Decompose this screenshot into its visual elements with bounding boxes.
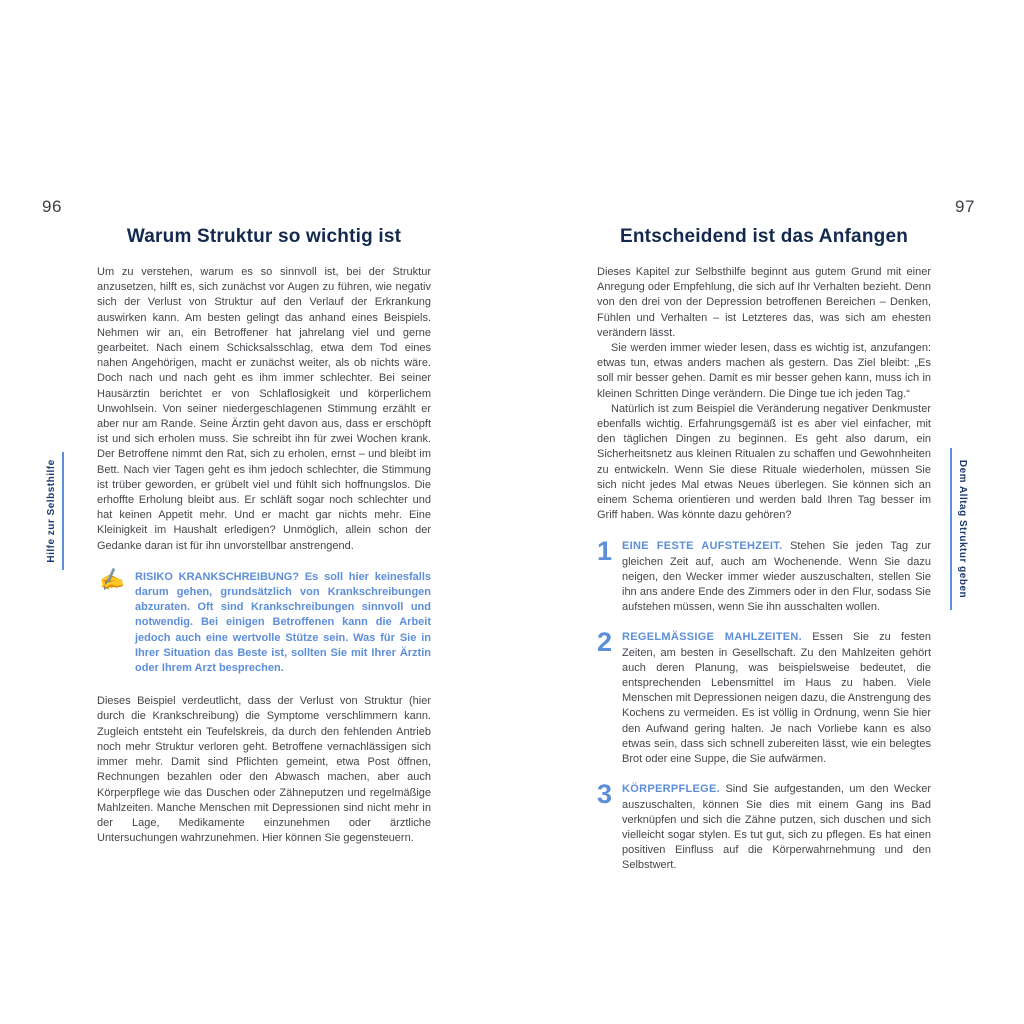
- tip-box: [96, 566, 431, 676]
- tip-heading: RISIKO KRANKSCHREIBUNG?: [135, 570, 300, 583]
- step-text: [622, 630, 931, 767]
- right-page-title: Entscheidend ist das Anfangen: [619, 226, 909, 247]
- step-text: [622, 782, 931, 873]
- step-number: 2: [597, 627, 613, 658]
- step-body: Stehen Sie jeden Tag zur gleichen Zeit auf, auch am Wochenende. Wenn Sie dazu neigen, den Wecker immer wieder auszuschalten, stellen Sie ihn ans andere Ende des Zimmers oder in den Flur, sodass Sie aufstehen müssen, wenn Sie ihn ausschalten wollen.: [622, 540, 932, 614]
- paragraph: Natürlich ist zum Beispiel die Veränderung negativer Denkmuster ebenfalls wichtig. Erfahrungsgemäß ist es aber viel einfacher, mit den täglichen Dingen zu beginnen. Es geht also darum, ein Sicherheitsnetz aus kleinen Ritualen zu schaffen und Gewohnheiten zu entwickeln. Wenn Sie diese Rituale wiederholen, müssen Sie sich nicht jedes Mal etwas Neues überlegen. Sie können sich an einem Schema orientieren und werden bald Ihren Tag besser im Griff haben. Was könnte dazu gehören?: [597, 402, 931, 522]
- step-heading: EINE FESTE AUFSTEHZEIT.: [622, 540, 783, 553]
- step-body: Essen Sie zu festen Zeiten, am besten in Gesellschaft. Zu den Mahlzeiten gehört auch deren Planung, was beispielsweise bedeutet, die entsprechenden Lebensmittel im Haus zu haben. Viele Menschen mit Depressionen neigen dazu, die Anstrengung des Kochens zu vermeiden. Es ist völlig in Ordnung, wenn Sie hier den Aufwand gering halten. Je nach Vorliebe kann es also etwas sein, dass sich schnell zubereiten lässt, wie ein belegtes Brot oder eine Suppe, die Sie aufwärmen.: [622, 631, 931, 766]
- steps-list: [597, 536, 932, 873]
- left-page-title: Warum Struktur so wichtig ist: [126, 226, 402, 247]
- step-number: 3: [597, 779, 613, 810]
- paragraph: Sie werden immer wieder lesen, dass es wichtig ist, anzufangen: etwas tun, etwas anders machen als gestern. Das Ziel bleibt: „Es soll mir besser gehen. Damit es mir besser gehen kann, muss ich in kleinen Schritten Dinge verändern. Die Dinge tue ich jeden Tag.“: [597, 342, 931, 400]
- writing-hand-icon: ✍: [96, 566, 126, 594]
- page-number-right: 97: [955, 197, 975, 216]
- right-page-column: [597, 226, 931, 874]
- step-body: Sind Sie aufgestanden, um den Wecker auszuschalten, können Sie dies mit einem Gang ins Bad verknüpfen und sich die Zähne putzen, sich duschen und sich vielleicht sogar stylen. Es tut gut, sich zu pflegen. Es hat einen positiven Einfluss auf die Körperwahrnehmung und den Selbstwert.: [622, 783, 931, 872]
- step-heading: REGELMÄSSIGE MAHLZEITEN.: [622, 631, 802, 644]
- paragraph: Dieses Kapitel zur Selbsthilfe beginnt aus gutem Grund mit einer Anregung oder Empfehlung, die sich auf Ihr Verhalten bezieht. Denn von den drei von der Depression betroffenen Bereichen – Denken, Fühlen und Verhalten – ist Letzteres das, was sich am ehesten verändern lässt.: [597, 266, 931, 339]
- step-number: 1: [597, 536, 613, 567]
- intro-paragraph: Um zu verstehen, warum es so sinnvoll ist, bei der Struktur anzusetzen, hilft es, sich zunächst vor Augen zu führen, wie negativ sich der Verlust von Struktur auf den Verlauf der Erkrankung auswirken kann. Am besten gelingt das anhand eines Beispiels. Nehmen wir an, ein Betroffener hat jahrelang viel und gerne gearbeitet. Nach einem Schicksalsschlag, etwa dem Tod eines nahen Angehörigen, macht er zunächst weiter, als ob nichts wäre. Doch nach und nach geht es ihm immer schlechter. Bei seiner Hausärztin berichtet er von Schlaflosigkeit und körperlichem Unwohlsein. Von seiner niedergeschlagenen Stimmung erzählt er aber nur am Rande. Seine Ärztin geht davon aus, dass er erschöpft ist und sich erholen muss. Sie schreibt ihn für zwei Wochen krank. Der Betroffene nimmt den Rat, sich zu erholen, ernst – und bleibt im Bett. Nach vier Tagen geht es ihm jedoch schlechter, die Stimmung ist trüber geworden, er grübelt viel und fühlt sich hoffnungslos. Die erhoffte Erholung bleibt aus. Er schläft sogar noch schlechter und hat keinen Appetit mehr. Und er macht gar nichts mehr. Eine Kleinigkeit im Haushalt erledigen? Unmöglich, allein schon der Gedanke daran ist für ihn unvorstellbar anstrengend.: [97, 266, 431, 552]
- step-item-3: [597, 779, 931, 873]
- closing-paragraph: Dieses Beispiel verdeutlicht, dass der Verlust von Struktur (hier durch die Krankschreibung) die Symptome verschlimmern kann. Zugleich entsteht ein Teufelskreis, da durch den fehlenden Antrieb noch mehr Struktur verloren geht. Betroffene vernachlässigen sich immer mehr. Damit sind Pflichten gemeint, etwa Post öffnen, Rechnungen bezahlen oder den Abwasch machen, aber auch Körperpflege wie das Duschen oder Zähneputzen und regelmäßige Mahlzeiten. Manche Menschen mit Depressionen sind nicht mehr in der Lage, Medikamente einzunehmen oder ärztliche Untersuchungen wahrzunehmen. Hier können Sie gegensteuern.: [97, 695, 431, 845]
- page-number-left: 96: [42, 197, 62, 216]
- step-item-2: [597, 627, 931, 767]
- sidebar-tab-right: Dem Alltag Struktur geben: [950, 448, 968, 610]
- sidebar-tab-left: Hilfe zur Selbsthilfe: [46, 452, 64, 570]
- tip-text: [135, 570, 431, 676]
- step-item-1: [597, 536, 932, 615]
- left-page-column: [97, 226, 431, 846]
- tip-body: Es soll hier keinesfalls darum gehen, grundsätzlich von Krankschreibungen abzuraten. Oft sind Krankschreibungen sinnvoll und notwendig. Bei einigen Betroffenen kann die Arbeit jedoch auch eine wertvolle Stütze sein. Was für Sie in Ihrer Situation das Beste ist, sollten Sie mit Ihrer Ärztin oder Ihrem Arzt besprechen.: [135, 570, 431, 675]
- step-heading: KÖRPERPFLEGE.: [622, 783, 721, 796]
- step-text: [622, 539, 931, 615]
